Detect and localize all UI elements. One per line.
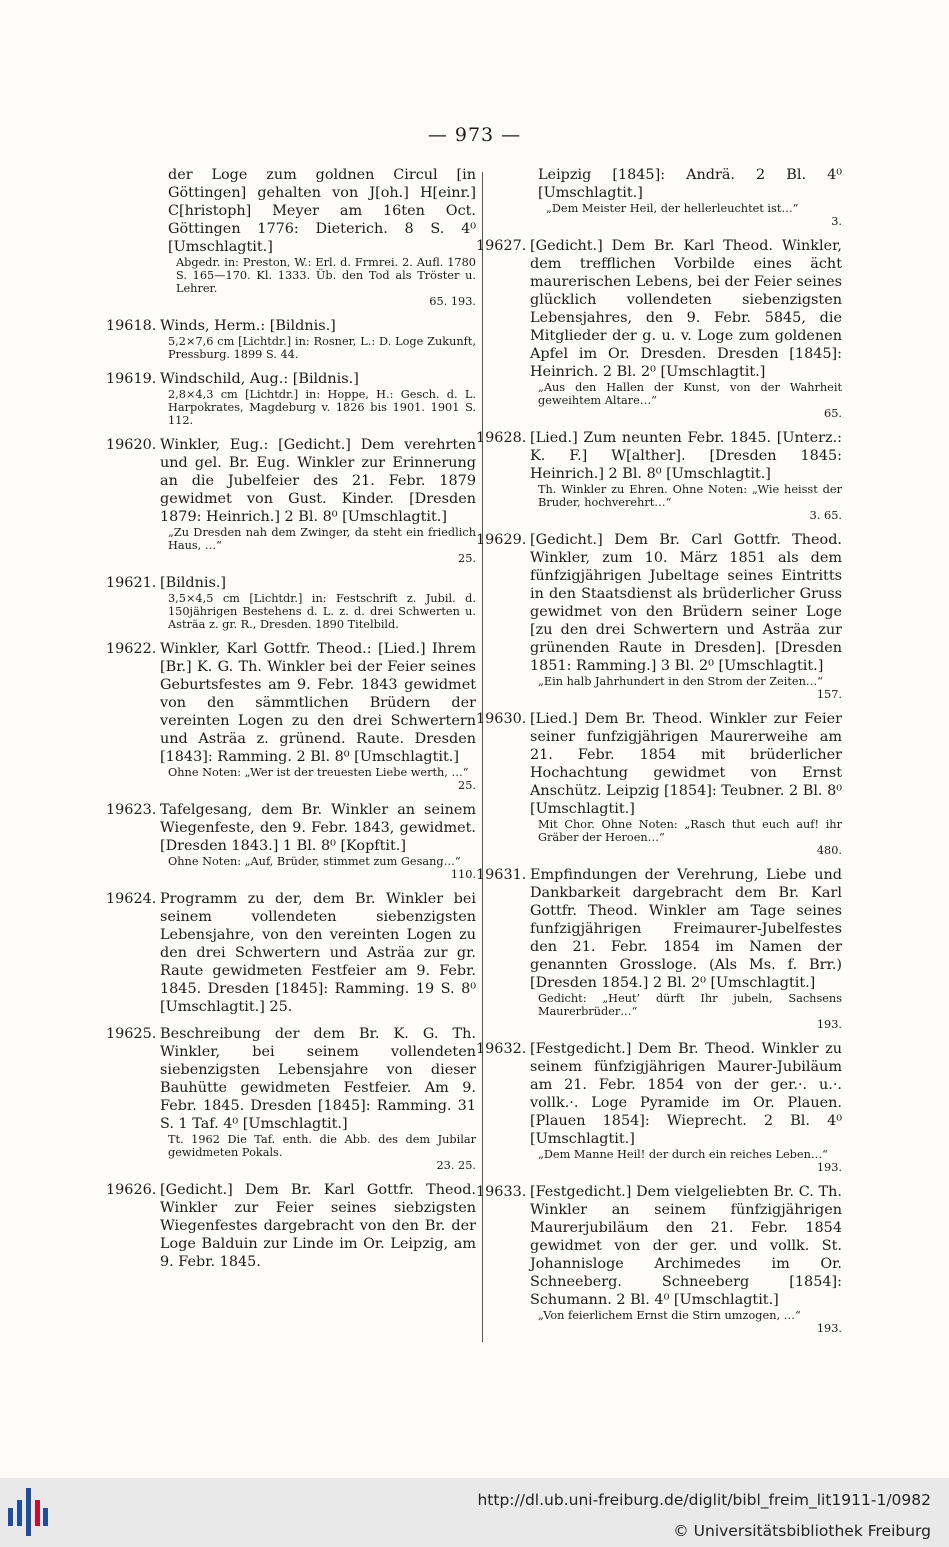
right-column [476, 166, 842, 1344]
copyright-notice: © Universitätsbibliothek Freiburg [673, 1522, 931, 1540]
entry-number: 19630. [476, 711, 527, 727]
entry-note [530, 675, 842, 701]
catalog-entry [106, 1025, 476, 1172]
entry-note-text: Th. Winkler zu Ehren. Ohne Noten: „Wie heisst der Bruder, hochverehrt…“ [538, 483, 842, 509]
entry-reference: 3. [831, 215, 842, 228]
entry-text: Windschild, Aug.: [Bildnis.] [160, 371, 359, 387]
entry-text: Tafelgesang, dem Br. Winkler an seinem Wiegenfeste, den 9. Febr. 1843, gewidmet. [Dresden 1843.] 1 Bl. 8⁰ [Kopftit.] [160, 802, 476, 854]
source-url-link[interactable]: http://dl.ub.uni-freiburg.de/diglit/bibl_freim_lit1911-1/0982 [477, 1491, 931, 1509]
entry-reference: 193. [816, 1018, 842, 1031]
entry-text: Winds, Herm.: [Bildnis.] [160, 318, 336, 334]
catalog-entry [476, 1183, 842, 1335]
entry-reference: 23. 25. [436, 1159, 476, 1172]
entry-number: 19620. [106, 437, 157, 453]
catalog-entry [476, 710, 842, 857]
entry-note-text: 3,5×4,5 cm [Lichtdr.] in: Festschrift z. Jubil. d. 150jährigen Bestehens d. L. z. d. drei Schwerten u. Asträa z. gr. R., Dresden. 1890 Titelbild. [168, 592, 476, 631]
entry-text: [Bildnis.] [160, 575, 227, 591]
entry-text: Winkler, Eug.: [Gedicht.] Dem verehrten und gel. Br. Eug. Winkler zur Erinnerung an die Jubelfeier des 21. Febr. 1879 gewidmet von Gust. Kinder. [Dresden 1879: Heinrich.] 2 Bl. 8⁰ [Umschlagtit.] [160, 437, 476, 525]
entry-note-text: „Von feierlichem Ernst die Stirn umzogen, …“ [538, 1309, 801, 1322]
entry-number: 19625. [106, 1026, 157, 1042]
catalog-entry [476, 429, 842, 522]
catalog-entry [106, 370, 476, 427]
entry-note [160, 1133, 476, 1172]
catalog-entry [106, 436, 476, 565]
catalog-entry [106, 1181, 476, 1271]
entry-reference: 480. [816, 844, 842, 857]
entry-number: 19621. [106, 575, 157, 591]
entry-reference: 110. [450, 868, 476, 881]
entry-note-text: Abgedr. in: Preston, W.: Erl. d. Frmrei. 2. Aufl. 1780 S. 165—170. Kl. 1333. Üb. den Tod als Tröster u. Lehrer. [176, 256, 476, 295]
entry-text: [Lied.] Zum neunten Febr. 1845. [Unterz.: K. F.] W[alther]. [Dresden 1845: Heinrich.] 2 Bl. 8⁰ [Umschlagtit.] [530, 430, 842, 482]
library-logo-icon [8, 1488, 48, 1536]
catalog-entry [476, 866, 842, 1031]
entry-number: 19632. [476, 1041, 527, 1057]
entry-note [160, 335, 476, 361]
entry-note-text: Tt. 1962 Die Taf. enth. die Abb. des dem Jubilar gewidmeten Pokals. [168, 1133, 476, 1159]
entry-note [160, 592, 476, 631]
entry-number: 19622. [106, 641, 157, 657]
footer-bar [0, 1478, 949, 1547]
entry-note-text: Ohne Noten: „Auf, Brüder, stimmet zum Gesang…“ [168, 855, 461, 868]
entry-note [160, 388, 476, 427]
entry-reference: 193. [816, 1322, 842, 1335]
entry-text: Leipzig [1845]: Andrä. 2 Bl. 4⁰ [Umschlagtit.] [538, 167, 842, 201]
entry-number: 19619. [106, 371, 157, 387]
entry-reference: 25. [458, 779, 476, 792]
catalog-entry [476, 1040, 842, 1174]
catalog-entry [106, 317, 476, 361]
entry-note-text: „Ein halb Jahrhundert in den Strom der Zeiten…“ [538, 675, 823, 688]
entry-number: 19631. [476, 867, 527, 883]
entry-number: 19628. [476, 430, 527, 446]
entry-text: Winkler, Karl Gottfr. Theod.: [Lied.] Ihrem [Br.] K. G. Th. Winkler bei der Feier seines Geburtsfestes am 9. Febr. 1843 gewidmet von den sämmtlichen Brüdern der vereinten Logen zu den drei Schwertern und Asträa z. grünend. Raute. Dresden [1843]: Ramming. 2 Bl. 8⁰ [Umschlagtit.] [160, 641, 476, 765]
entry-reference: 65. 193. [429, 295, 476, 308]
entry-text: [Gedicht.] Dem Br. Carl Gottfr. Theod. Winkler, zum 10. März 1851 als dem fünfzigjährigen Jubeltage seines Eintritts in den Staatsdienst als brüderlicher Gruss gewidmet von den Brüdern seiner Loge [zu den drei Schwertern und Asträa zur grünenden Raute in Dresden]. [Dresden 1851: Ramming.] 3 Bl. 2⁰ [Umschlagtit.] [530, 532, 842, 674]
catalog-entry [476, 531, 842, 701]
entry-note [160, 855, 476, 881]
left-column [106, 166, 476, 1280]
entry-note-text: „Dem Manne Heil! der durch ein reiches Leben…“ [538, 1148, 828, 1161]
entry-note-text: „Dem Meister Heil, der hellerleuchtet ist…“ [546, 202, 799, 215]
page-number: — 973 — [427, 124, 522, 146]
entry-reference: 3. 65. [809, 509, 842, 522]
entry-note-text: Mit Chor. Ohne Noten: „Rasch thut euch auf! ihr Gräber der Heroen…“ [538, 818, 842, 844]
entry-text: [Festgedicht.] Dem Br. Theod. Winkler zu seinem fünfzigjährigen Maurer-Jubiläum am 21. Febr. 1854 von der ger.·. u.·. vollk.·. Loge Pyramide im Or. Plauen. [Plauen 1854]: Wieprecht. 2 Bl. 4⁰ [Umschlagtit.] [530, 1041, 842, 1147]
entry-text: [Gedicht.] Dem Br. Karl Gottfr. Theod. Winkler zur Feier seines siebzigsten Wiegenfestes dargebracht von den Br. der Loge Balduin zur Linde im Or. Leipzig, am 9. Febr. 1845. [160, 1182, 476, 1270]
entry-reference: 25. [458, 552, 476, 565]
entry-text: Beschreibung der dem Br. K. G. Th. Winkler, bei seinem vollendeten siebenzigsten Lebensjahre von dieser Bauhütte gewidmeten Festfeier. Am 9. Febr. 1845. Dresden [1845]: Ramming. 31 S. 1 Taf. 4⁰ [Umschlagtit.] [160, 1026, 476, 1132]
entry-note-text: 5,2×7,6 cm [Lichtdr.] in: Rosner, L.: D. Loge Zukunft, Pressburg. 1899 S. 44. [168, 335, 476, 361]
catalog-entry [476, 237, 842, 420]
entry-note [530, 992, 842, 1031]
entry-number: 19627. [476, 238, 527, 254]
entry-number: 19618. [106, 318, 157, 334]
entry-note-text: „Aus den Hallen der Kunst, von der Wahrheit geweihtem Altare…“ [538, 381, 842, 407]
catalog-entry [106, 640, 476, 792]
entry-note-text: Gedicht: „Heut’ dürft Ihr jubeln, Sachsens Maurerbrüder…“ [538, 992, 842, 1018]
entry-note [168, 256, 476, 308]
entry-note [530, 818, 842, 857]
entry-reference: 193. [816, 1161, 842, 1174]
entry-number: 19629. [476, 532, 527, 548]
catalog-entry [106, 166, 476, 308]
entry-reference: 157. [816, 688, 842, 701]
entry-note [530, 1148, 842, 1174]
entry-number: 19633. [476, 1184, 527, 1200]
entry-text: [Lied.] Dem Br. Theod. Winkler zur Feier seiner funfzigjährigen Maurerweihe am 21. Febr. 1854 mit brüderlicher Hochachtung gewidmet von Ernst Anschütz. Leipzig [1854]: Teubner. 2 Bl. 8⁰ [Umschlagtit.] [530, 711, 842, 817]
entry-reference: 65. [824, 407, 842, 420]
entry-text: [Gedicht.] Dem Br. Karl Theod. Winkler, dem trefflichen Vorbilde eines ächt maurerischen Lebens, bei der Feier seines glücklich vollendeten siebenzigsten Lebensjahres, den 9. Febr. 5845, die Mitglieder der g. u. v. Loge zum goldenen Apfel im Or. Dresden. Dresden [1845]: Heinrich. 2 Bl. 2⁰ [Umschlagtit.] [530, 238, 842, 380]
entry-number: 19623. [106, 802, 157, 818]
entry-note-text: „Zu Dresden nah dem Zwinger, da steht ein friedlich Haus, …“ [168, 526, 476, 552]
entry-note [538, 202, 842, 228]
entry-note [530, 1309, 842, 1335]
entry-number: 19624. [106, 891, 157, 907]
entry-text: der Loge zum goldnen Circul [in Göttingen] gehalten von J[oh.] H[einr.] C[hristoph] Meyer am 16ten Oct. Göttingen 1776: Dieterich. 8 S. 4⁰ [Umschlagtit.] [168, 167, 476, 255]
entry-text: Programm zu der, dem Br. Winkler bei seinem vollendeten siebenzigsten Lebensjahre, von den vereinten Logen zu den drei Schwertern und Asträa zur gr. Raute gewidmeten Festfeier am 9. Febr. 1845. Dresden [1845]: Ramming. 19 S. 8⁰ [Umschlagtit.] 25. [160, 891, 476, 1015]
entry-note [160, 526, 476, 565]
entry-text: Empfindungen der Verehrung, Liebe und Dankbarkeit dargebracht dem Br. Karl Gottfr. Theod. Winkler am Tage seines funfzigjährigen Freimaurer-Jubelfestes den 21. Febr. 1854 im Namen der genannten Grossloge. (Als Ms. f. Brr.) [Dresden 1854.] 2 Bl. 2⁰ [Umschlagtit.] [530, 867, 842, 991]
catalog-entry [106, 801, 476, 881]
catalog-entry [106, 574, 476, 631]
entry-note [530, 381, 842, 420]
entry-note [530, 483, 842, 522]
entry-note [160, 766, 476, 792]
entry-number: 19626. [106, 1182, 157, 1198]
entry-text: [Festgedicht.] Dem vielgeliebten Br. C. Th. Winkler an seinem fünfzigjährigen Maurerjubiläum den 21. Febr. 1854 gewidmet von der ger. und vollk. St. Johannisloge Archimedes im Or. Schneeberg. Schneeberg [1854]: Schumann. 2 Bl. 4⁰ [Umschlagtit.] [530, 1184, 842, 1308]
entry-note-text: 2,8×4,3 cm [Lichtdr.] in: Hoppe, H.: Gesch. d. L. Harpokrates, Magdeburg v. 1826 bis 1901. 1901 S. 112. [168, 388, 476, 427]
entry-note-text: Ohne Noten: „Wer ist der treuesten Liebe werth, …“ [168, 766, 469, 779]
catalog-entry [106, 890, 476, 1016]
catalog-entry [476, 166, 842, 228]
